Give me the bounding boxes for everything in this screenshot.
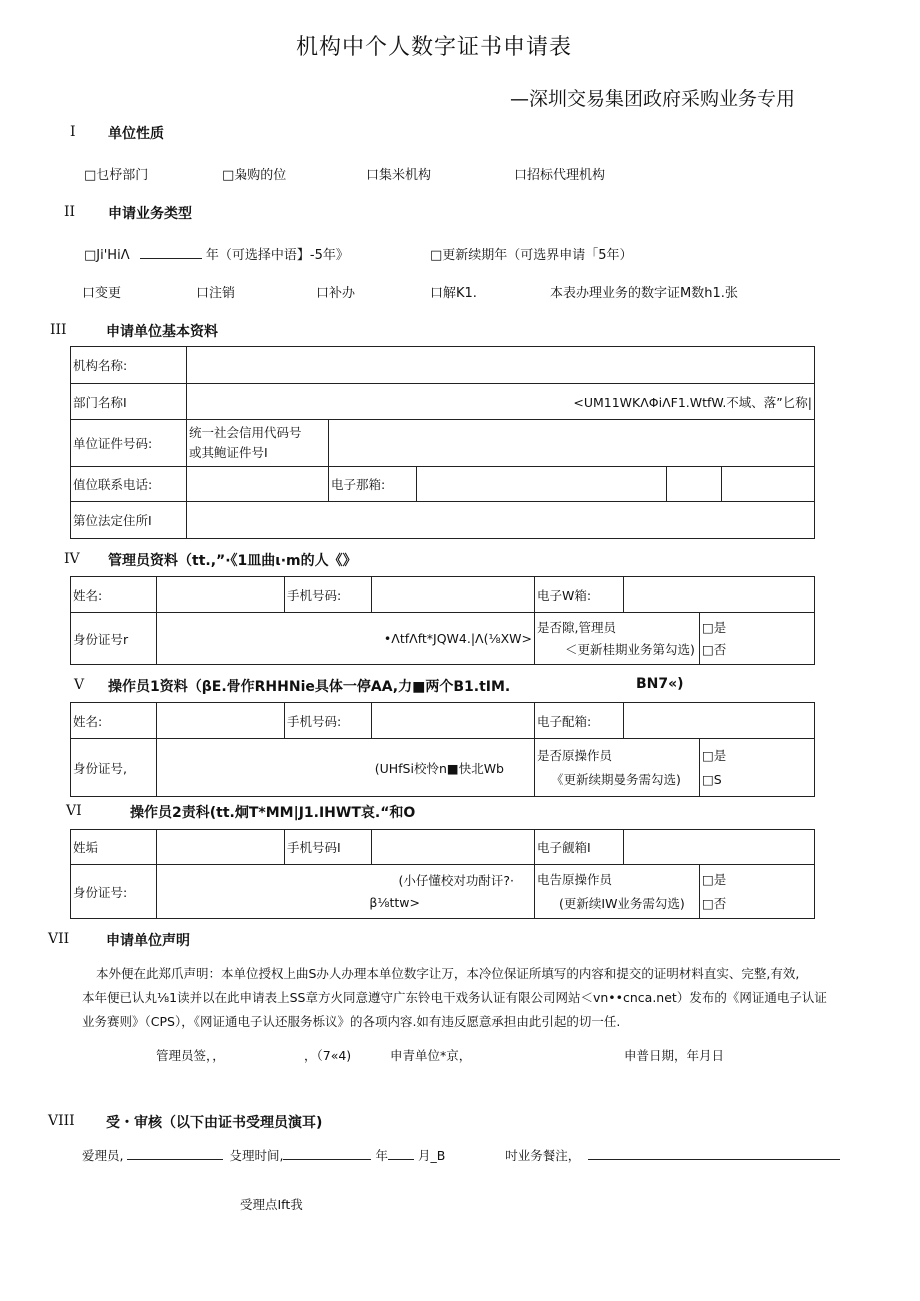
- section-2-number: II: [64, 204, 76, 220]
- unit-info-table: [70, 346, 815, 539]
- admin-original-q1: 是否隙,管理员: [537, 619, 616, 635]
- section-4-number: IV: [64, 551, 80, 567]
- page-title: 机构中个人数字证书申请表: [296, 35, 573, 60]
- op1-original-question: [535, 739, 700, 797]
- accept-month-label: 月_B: [417, 1148, 446, 1163]
- op1-original-options: [700, 739, 815, 797]
- apply-date-label: 申普日期，年月日: [624, 1048, 725, 1063]
- op1-email-label: 电子配箱:: [535, 703, 624, 739]
- business-note-field[interactable]: [588, 1145, 840, 1160]
- op1-name-label: 姓名:: [71, 703, 157, 739]
- unit-type-option-1[interactable]: □乜杼部门: [84, 168, 149, 183]
- section-2-title: 申请业务类型: [108, 206, 192, 222]
- cert-count-note: 本表办理业务的数字证M数h1.张: [550, 286, 738, 301]
- op2-id-note-2: β⅛ttw>: [369, 894, 420, 910]
- op1-id-label: 身份证号,: [71, 739, 157, 797]
- admin-mobile-label: 手机号码:: [285, 577, 372, 613]
- cert-type-cell: [187, 420, 329, 467]
- declaration-paragraph: [82, 962, 842, 1034]
- acceptance-line: [82, 1145, 840, 1164]
- unit-email-field[interactable]: [417, 467, 667, 502]
- unit-email-extra-1[interactable]: [667, 467, 722, 502]
- op2-original-q1: 电告原操作员: [537, 871, 613, 887]
- dept-name-note: <UM11WKΛΦiΛF1.WtfW.不域、落”匕称|: [573, 394, 812, 410]
- cert-number-field[interactable]: [329, 420, 815, 467]
- renew-checkbox[interactable]: □更新续期年（可选界申请「5年）: [430, 248, 633, 263]
- op1-original-yes[interactable]: □是: [702, 747, 727, 763]
- op2-email-field[interactable]: [624, 830, 815, 865]
- section-8-title: 受・审核（以下由证书受理员演耳): [106, 1115, 323, 1131]
- op2-name-label: 姓垢: [71, 830, 157, 865]
- op2-original-yes[interactable]: □是: [702, 871, 727, 887]
- op2-original-q2: (更新续IW业务需勾选): [559, 895, 685, 911]
- op1-id-note: (UHfSi校怜n■快北Wb: [374, 760, 504, 776]
- dept-name-field[interactable]: [187, 384, 815, 420]
- admin-id-label: 身份证号r: [71, 613, 157, 665]
- unit-phone-field[interactable]: [187, 467, 329, 502]
- unit-type-option-4[interactable]: 口招标代理机构: [514, 168, 606, 183]
- unit-address-label: 第位法定住所I: [71, 502, 187, 539]
- org-name-field[interactable]: [187, 347, 815, 384]
- cert-number-label: 单位证件号码:: [71, 420, 187, 467]
- admin-info-table: [70, 576, 815, 665]
- accept-time-field[interactable]: [283, 1145, 371, 1160]
- op2-original-question: [535, 865, 700, 919]
- unit-email-extra-2[interactable]: [722, 467, 815, 502]
- op1-mobile-label: 手机号码:: [285, 703, 372, 739]
- section-3-number: III: [50, 322, 67, 338]
- unit-type-option-3[interactable]: 口集米机构: [366, 168, 432, 183]
- op2-original-no[interactable]: □否: [702, 895, 727, 911]
- new-apply-years-note: 年（可选择中语】-5年》: [205, 248, 349, 263]
- section-6-number: VI: [66, 803, 82, 819]
- reissue-checkbox[interactable]: 口补办: [316, 286, 356, 301]
- admin-original-no[interactable]: □否: [702, 641, 727, 657]
- org-name-label: 机构名称:: [71, 347, 187, 384]
- admin-original-q2: ＜更新桂期业务第勾选): [565, 641, 695, 657]
- declaration-line-2: 本年便已认丸⅛1读并以在此申请表上SS章方火同意遵守广东铃电干戏务认证有限公司网站＜vn••cnca.net）发布的《网证通电子认证: [82, 990, 827, 1005]
- operator2-info-table: [70, 829, 815, 919]
- dept-name-label: 部门名称I: [71, 384, 187, 420]
- admin-original-options: [700, 613, 815, 665]
- admin-signature-label: 管理员签，，: [156, 1048, 225, 1063]
- op1-original-q2: 《更新续期曼务需勾选): [551, 771, 681, 787]
- unit-email-label: 电子那箱:: [329, 467, 417, 502]
- op2-mobile-field[interactable]: [372, 830, 535, 865]
- section-5-title: 操作员1资料（βE.骨作RHHNie具体一停AA,力■两个B1.tIM.: [108, 679, 511, 695]
- unit-type-option-2[interactable]: □枭购的位: [222, 168, 287, 183]
- admin-mobile-field[interactable]: [372, 577, 535, 613]
- new-apply-years-blank[interactable]: [140, 244, 202, 259]
- section-1-title: 单位性质: [108, 126, 164, 142]
- section-3-title: 申请单位基本资料: [106, 324, 218, 340]
- op1-email-field[interactable]: [624, 703, 815, 739]
- accept-month-field[interactable]: [388, 1145, 414, 1160]
- page-subtitle: —深圳交易集团政府采购业务专用: [510, 88, 796, 110]
- admin-id-note: •ΛtfΛft*JQW4.|Λ(⅛XW>: [383, 631, 532, 646]
- op2-id-note-1: (小仔懂校对功酎讦?·: [398, 872, 514, 888]
- business-note-label: 吋业务餐注，: [505, 1148, 581, 1163]
- op2-id-label: 身份证号:: [71, 865, 157, 919]
- section-1-number: I: [70, 124, 76, 140]
- declaration-line-3: 业务赛则》（CPS），《网证通电子认还服务栎议》的各项内容.如有违反愿意承担由此引起的切一任.: [82, 1014, 621, 1029]
- cert-type-line-1: 统一社会信用代码号: [189, 425, 302, 440]
- admin-id-field[interactable]: [157, 613, 535, 665]
- admin-name-field[interactable]: [157, 577, 285, 613]
- cert-type-line-2: 或其鲍证件号I: [189, 445, 268, 460]
- unit-address-field[interactable]: [187, 502, 815, 539]
- op2-id-field[interactable]: [157, 865, 535, 919]
- admin-signature-stamp: ，（7«4): [304, 1048, 352, 1063]
- op1-original-no[interactable]: □S: [702, 771, 722, 787]
- accept-year-label: 年: [375, 1148, 388, 1163]
- change-checkbox[interactable]: 口变更: [82, 286, 122, 301]
- section-7-number: VII: [48, 931, 70, 947]
- op1-id-field[interactable]: [157, 739, 535, 797]
- section-4-title: 管理员资料（tt.,”·《1皿曲ι·m的人《》: [108, 553, 357, 569]
- acceptor-field[interactable]: [127, 1145, 223, 1160]
- acceptance-point-label: 受理点Ift我: [240, 1197, 303, 1212]
- admin-original-question: [535, 613, 700, 665]
- op2-name-field[interactable]: [157, 830, 285, 865]
- revoke-checkbox[interactable]: 口注销: [196, 286, 236, 301]
- unit-phone-label: 值位联系电话:: [71, 467, 187, 502]
- accept-time-label: 殳理时间,: [229, 1148, 284, 1163]
- section-6-title: 操作员2责科(tt.炯T*MM|J1.IHWT哀.“和O: [130, 805, 416, 821]
- op1-original-q1: 是否原操作员: [537, 747, 613, 763]
- section-5-number: V: [74, 677, 85, 693]
- section-8-number: VIII: [48, 1113, 75, 1129]
- op2-mobile-label: 手机号码I: [285, 830, 372, 865]
- op2-original-options: [700, 865, 815, 919]
- unit-seal-label: 申青单位*京，: [390, 1048, 472, 1063]
- admin-email-field[interactable]: [624, 577, 815, 613]
- new-apply-label: □Ji'HiΛ: [84, 248, 130, 263]
- section-7-title: 申请单位声明: [106, 933, 190, 949]
- admin-name-label: 姓名:: [71, 577, 157, 613]
- op1-mobile-field[interactable]: [372, 703, 535, 739]
- op1-name-field[interactable]: [157, 703, 285, 739]
- declaration-line-1: 本外便在此郑爪声明：本单位授权上曲S办人办理本单位数字让万，本冷位保证所填写的内容和提交的证明材料直实、完整,有效,: [96, 966, 800, 981]
- admin-original-yes[interactable]: □是: [702, 619, 727, 635]
- acceptor-label: 爱理员,: [82, 1148, 124, 1163]
- op2-email-label: 电子觎箱I: [535, 830, 624, 865]
- admin-email-label: 电子W箱:: [535, 577, 624, 613]
- new-apply-checkbox[interactable]: [84, 244, 349, 263]
- unlock-checkbox[interactable]: 口解K1.: [430, 286, 477, 301]
- section-5-title-end: BN7«): [636, 676, 684, 692]
- operator1-info-table: [70, 702, 815, 797]
